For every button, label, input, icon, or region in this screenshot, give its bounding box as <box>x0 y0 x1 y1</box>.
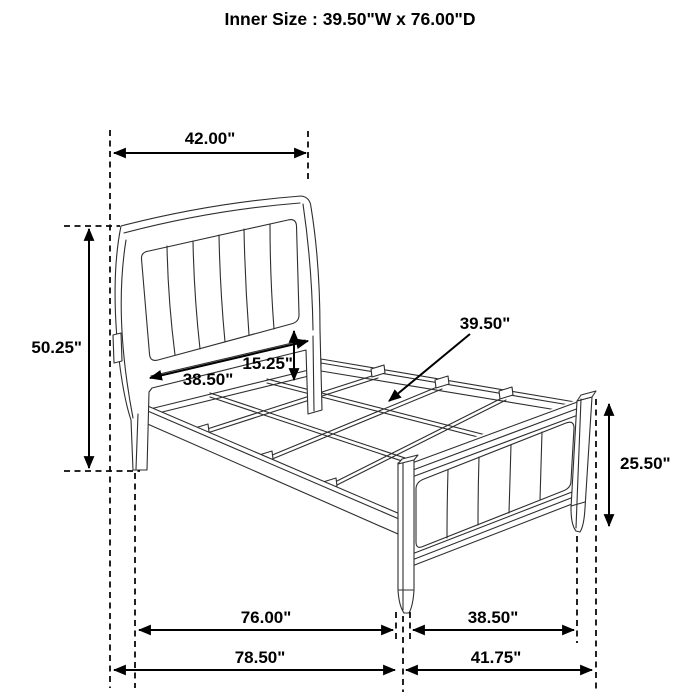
dim-panel-gap-label: 15.25" <box>242 354 293 373</box>
dim-headboard-width-label: 42.00" <box>184 129 236 148</box>
diagram-title: Inner Size : 39.50"W x 76.00"D <box>224 9 476 29</box>
dim-overall-length-label: 78.50" <box>234 648 286 667</box>
bed-line-art <box>113 196 596 613</box>
dim-headboard-height-label: 50.25" <box>31 338 82 357</box>
dim-footboard-overall-width-label: 41.75" <box>470 648 522 667</box>
dim-footboard-height-label: 25.50" <box>620 454 671 473</box>
dim-slat-inner-width-label: 39.50" <box>459 314 511 333</box>
dim-footboard-inner-width-label: 38.50" <box>467 608 519 627</box>
dim-headboard-inner-width-label: 38.50" <box>182 370 234 389</box>
headboard <box>113 196 322 470</box>
dim-inner-rail-length-label: 76.00" <box>240 608 292 627</box>
far-side-rail <box>321 359 581 414</box>
rail-bracket <box>113 333 122 363</box>
cross-slat-2 <box>259 376 449 463</box>
